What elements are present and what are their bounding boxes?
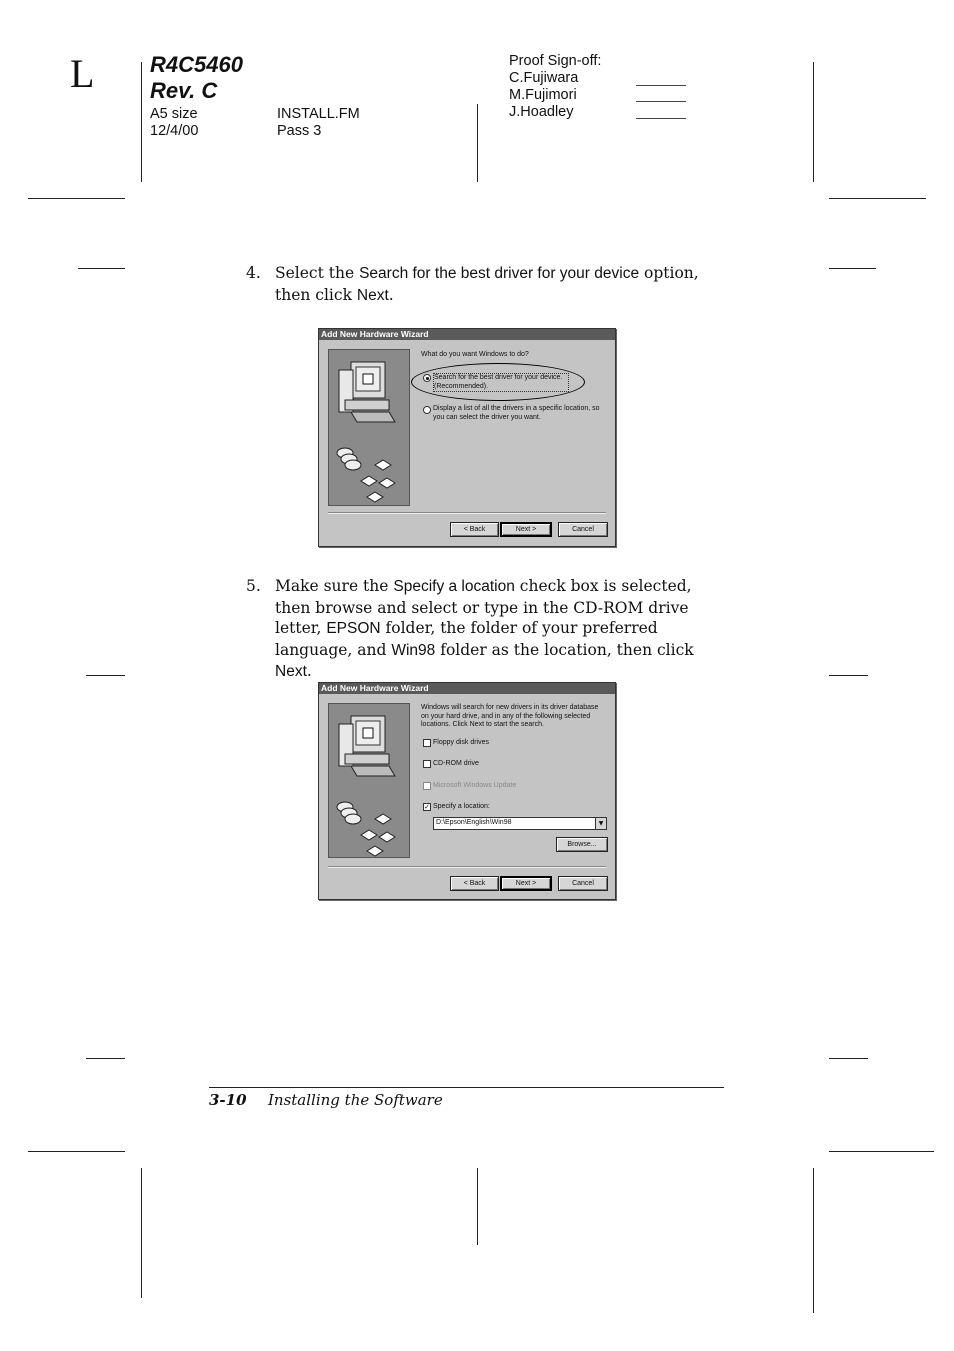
cancel-button[interactable]: Cancel [558, 522, 608, 537]
section-title: Installing the Software [268, 1091, 443, 1109]
ui-term: Search for the best driver for your device [359, 265, 640, 282]
windows-update-checkbox [423, 782, 431, 790]
ui-term: Next [275, 663, 307, 680]
pass-number: Pass 3 [277, 123, 322, 139]
crop-mark [829, 675, 868, 676]
wizard-dialog-search-option [318, 328, 616, 547]
ui-term: Next [356, 286, 389, 304]
step-text: Select the Search for the best driver for your device option, then click Next. [275, 264, 699, 304]
dialog-separator [328, 512, 606, 514]
crop-mark [86, 1058, 125, 1059]
cdrom-checkbox-label[interactable]: CD-ROM drive [433, 760, 479, 767]
proof-signoff-label: Proof Sign-off: [509, 53, 602, 69]
ui-term: Win98 [391, 641, 436, 659]
crop-mark [477, 1168, 478, 1245]
computer-and-disks-icon [329, 350, 409, 505]
location-combobox[interactable] [433, 817, 607, 830]
page-size: A5 size [150, 106, 198, 122]
step-number: 5. [246, 577, 261, 595]
dialog-separator [328, 866, 606, 868]
crop-mark [813, 1168, 814, 1313]
back-button[interactable]: < Back [450, 522, 499, 537]
crop-mark [829, 198, 926, 199]
next-button[interactable]: Next > [500, 876, 552, 891]
specify-location-checkbox[interactable] [423, 803, 431, 811]
crop-mark [141, 1168, 142, 1298]
checkmark-icon: ✓ [424, 803, 430, 811]
page-number: 3-10 [209, 1091, 247, 1109]
crop-mark [813, 62, 814, 182]
crop-mark [141, 62, 142, 182]
signature-line [636, 101, 686, 102]
step-4 [246, 263, 736, 307]
step-text: Make sure the Specify a location check box is selected, then browse and select or type in the CD-ROM drive letter, EPSON folder, the folder of your preferred language, and Win98 folder as the location, then click Next. [275, 577, 694, 680]
wizard-illustration [328, 703, 410, 858]
document-title [150, 52, 243, 104]
print-date: 12/4/00 [150, 123, 199, 139]
ui-term: EPSON [326, 620, 381, 637]
floppy-checkbox-label[interactable]: Floppy disk drives [433, 739, 490, 746]
step-5 [246, 576, 736, 680]
wizard-illustration [328, 349, 410, 506]
search-best-driver-radio[interactable] [423, 374, 431, 382]
crop-mark [78, 268, 125, 269]
signature-line [636, 85, 686, 86]
crop-mark [477, 104, 478, 182]
page-side-letter: L [70, 51, 95, 96]
crop-mark [829, 1151, 934, 1152]
cdrom-checkbox[interactable] [423, 760, 431, 768]
signature-line [636, 118, 686, 119]
crop-mark [28, 198, 125, 199]
display-driver-list-radio[interactable] [423, 406, 431, 414]
file-name: INSTALL.FM [277, 106, 360, 122]
specify-location-checkbox-label[interactable]: Specify a location: [433, 803, 490, 810]
footer-rule [209, 1087, 724, 1088]
next-button[interactable]: Next > [500, 522, 552, 537]
wizard-question: What do you want Windows to do? [421, 351, 529, 358]
signer-name: M.Fujimori [509, 87, 577, 103]
display-driver-list-label[interactable]: Display a list of all the drivers in a specific location, so you can select the driver you want. [433, 405, 600, 421]
crop-mark [829, 268, 876, 269]
wizard-description: Windows will search for new drivers in its driver database on your hard drive, and in any of the following selected locations. Click Next to start the search. [421, 704, 599, 728]
signer-name: C.Fujiwara [509, 70, 579, 86]
chevron-down-icon[interactable]: ▼ [595, 818, 606, 829]
crop-mark [86, 675, 125, 676]
dialog-title: Add New Hardware Wizard [319, 683, 615, 694]
cancel-button[interactable]: Cancel [558, 876, 608, 891]
step-number: 4. [246, 264, 261, 282]
search-best-driver-label[interactable]: Search for the best driver for your device. (Recommended). [433, 373, 569, 392]
signer-name: J.Hoadley [509, 104, 574, 120]
browse-button[interactable]: Browse... [556, 837, 608, 852]
ui-term: Specify a location [393, 578, 515, 595]
windows-update-checkbox-label: Microsoft Windows Update [433, 782, 517, 789]
crop-mark [829, 1058, 868, 1059]
document-code: R4C5460 [150, 52, 243, 77]
back-button[interactable]: < Back [450, 876, 499, 891]
computer-and-disks-icon [329, 704, 409, 857]
wizard-dialog-search-locations [318, 682, 616, 900]
crop-mark [28, 1151, 125, 1152]
dialog-title: Add New Hardware Wizard [319, 329, 615, 340]
document-revision: Rev. C [150, 78, 218, 103]
floppy-checkbox[interactable] [423, 739, 431, 747]
location-input[interactable]: D:\Epson\English\Win98 [436, 819, 512, 826]
